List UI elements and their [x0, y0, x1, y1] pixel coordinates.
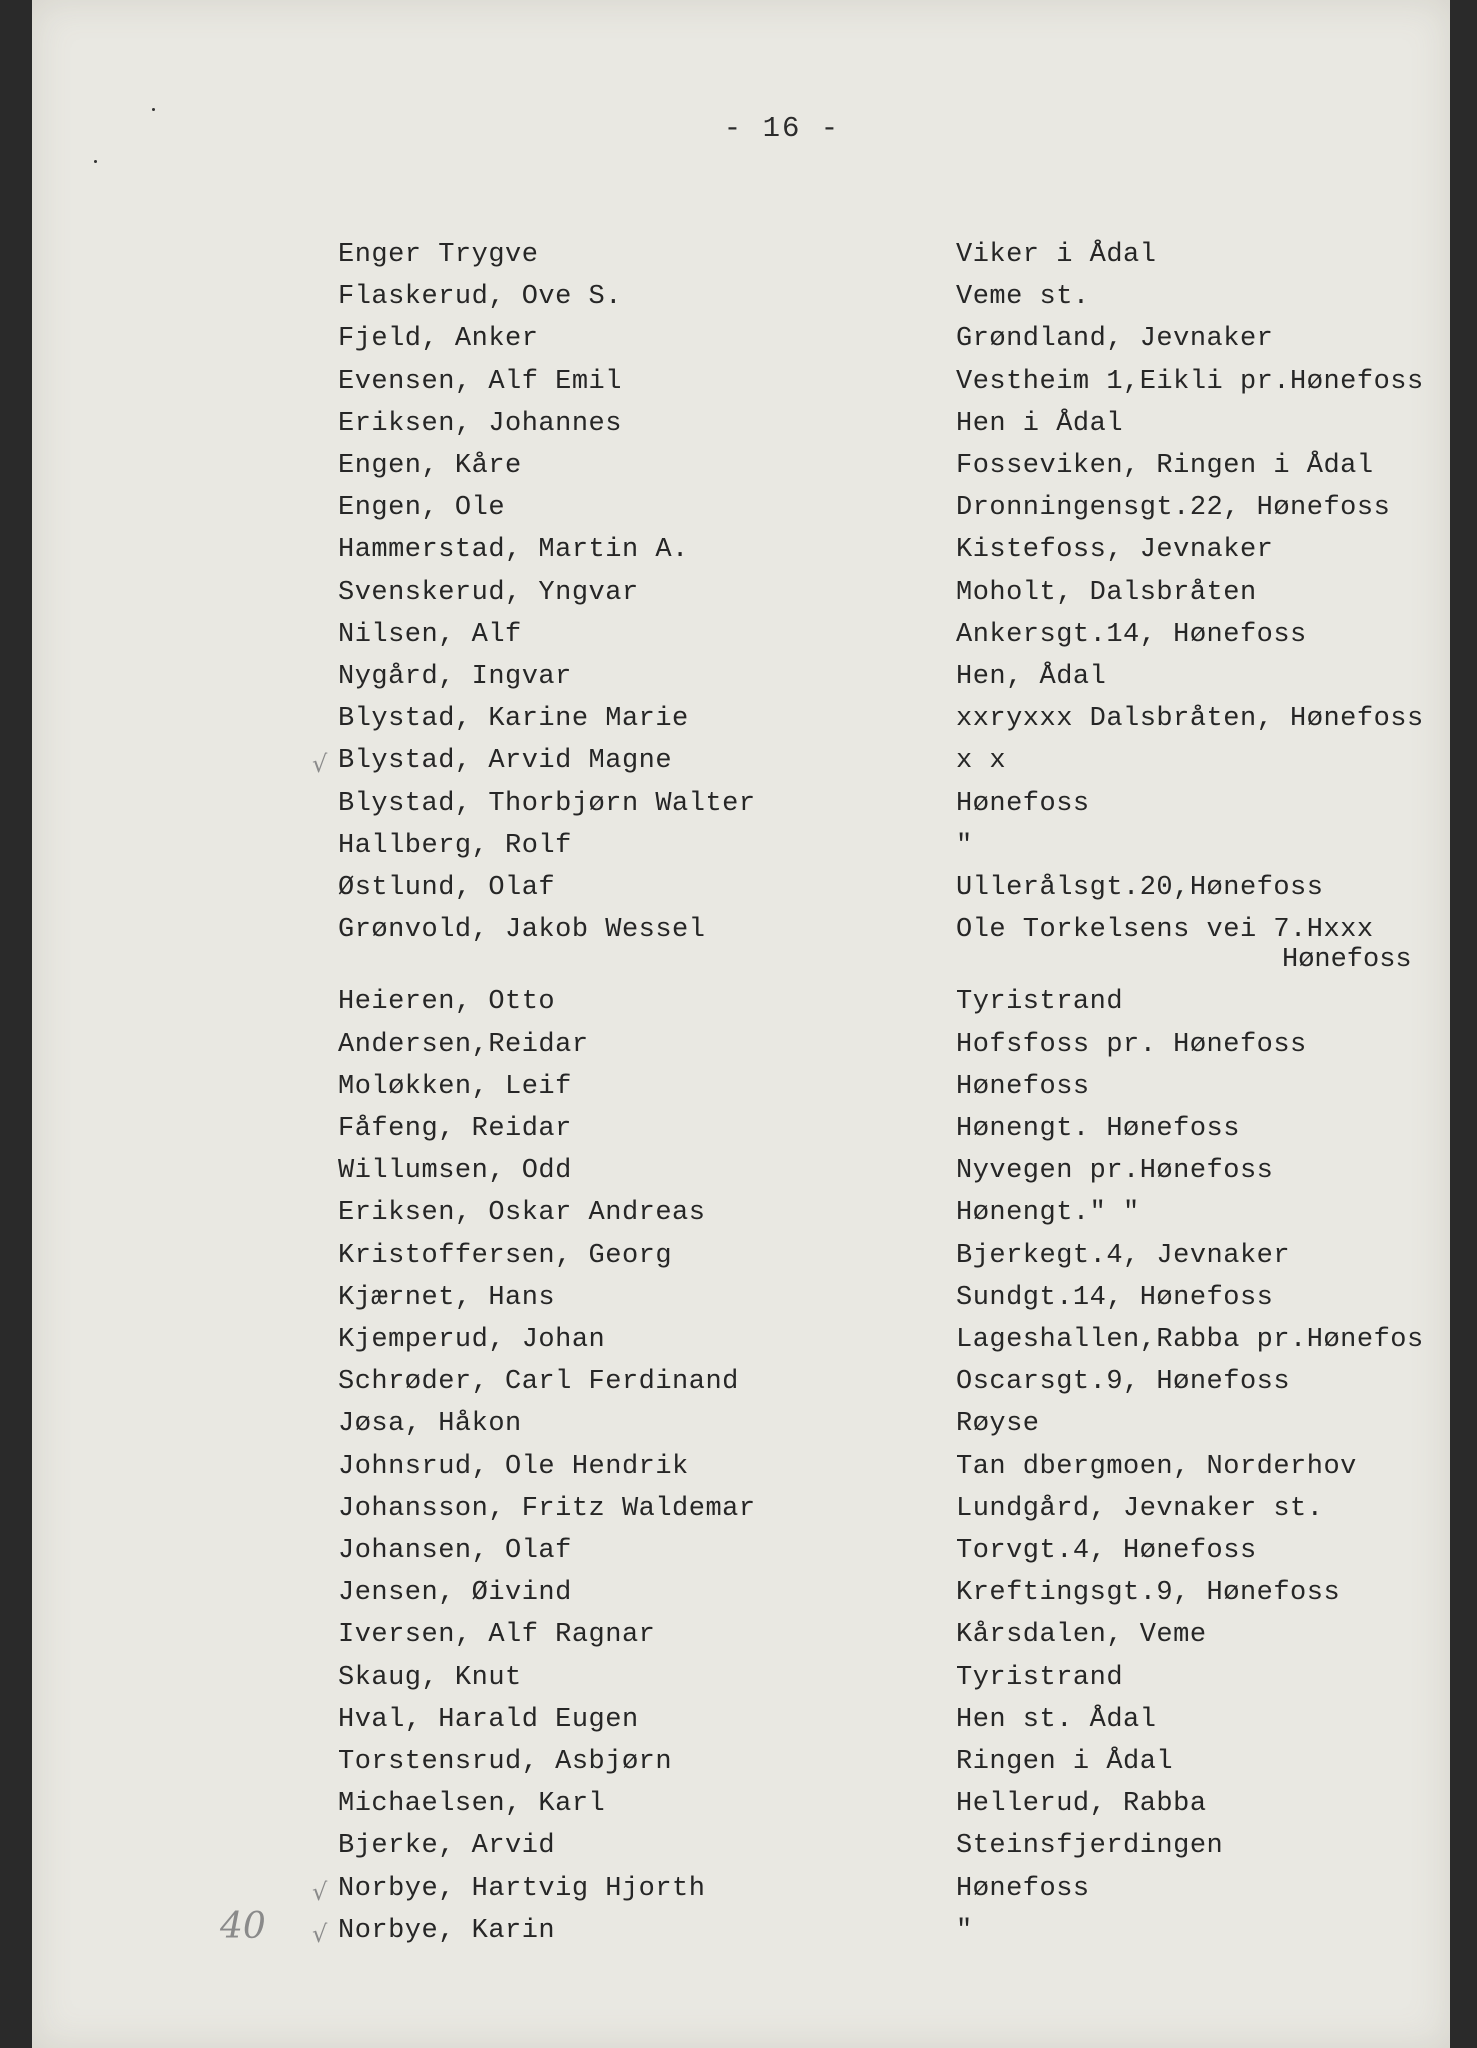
- entry-address: Torvgt.4, Hønefoss: [956, 1536, 1257, 1566]
- entry-address: Hen, Ådal: [956, 662, 1107, 692]
- entry-address: Hønefoss: [956, 788, 1090, 819]
- list-item: [32, 873, 1450, 913]
- list-item: [32, 620, 1450, 660]
- entry-address: Hofsfoss pr. Hønefoss: [956, 1029, 1307, 1060]
- entry-address: ": [956, 1915, 973, 1946]
- entry-name: Moløkken, Leif: [338, 1071, 572, 1102]
- entry-name: Heieren, Otto: [338, 987, 556, 1018]
- entry-address: Grøndland, Jevnaker: [956, 324, 1274, 355]
- entry-address: Hen st. Ådal: [956, 1704, 1157, 1735]
- entry-name: Johansen, Olaf: [338, 1536, 572, 1566]
- list-item: [32, 1156, 1450, 1196]
- list-item: [32, 1283, 1450, 1323]
- entry-name: Michaelsen, Karl: [338, 1789, 606, 1820]
- list-item: [32, 1072, 1450, 1112]
- entry-address: Hønefoss: [956, 1071, 1090, 1102]
- entry-address: Oscarsgt.9, Hønefoss: [956, 1367, 1291, 1398]
- list-item: [32, 831, 1450, 871]
- margin-note: 40: [220, 1906, 266, 1947]
- entry-name: Blystad, Thorbjørn Walter: [338, 788, 756, 819]
- list-item: [32, 704, 1450, 744]
- list-item: [32, 1114, 1450, 1154]
- list-item: [32, 578, 1450, 618]
- entry-address-continuation: Hønefoss: [1282, 945, 1412, 976]
- entry-address: Hønengt." ": [956, 1198, 1140, 1229]
- entry-address: Hønefoss: [956, 1873, 1090, 1904]
- document-page: [32, 0, 1450, 2048]
- entry-address: Røyse: [956, 1409, 1040, 1440]
- list-item: [32, 1367, 1450, 1407]
- entry-name: Engen, Kåre: [338, 451, 522, 481]
- entry-address: Ringen i Ådal: [956, 1747, 1174, 1777]
- entry-address: Hønengt. Hønefoss: [956, 1114, 1240, 1144]
- list-item: [32, 1620, 1450, 1660]
- entry-name: Fjeld, Anker: [338, 324, 539, 355]
- list-item: [32, 662, 1450, 702]
- entry-address: Hellerud, Rabba: [956, 1789, 1207, 1820]
- entry-name: Blystad, Karine Marie: [338, 704, 689, 735]
- list-item: [32, 1705, 1450, 1745]
- checkmark-icon: √: [312, 1877, 328, 1906]
- list-item: [32, 324, 1450, 364]
- entry-name: Kristoffersen, Georg: [338, 1240, 673, 1271]
- entry-name: Norbye, Hartvig Hjorth: [338, 1873, 706, 1904]
- entry-name: Flaskerud, Ove S.: [338, 282, 622, 313]
- entry-address: Vestheim 1,Eikli pr.Hønefoss: [956, 366, 1424, 397]
- entry-name: Johnsrud, Ole Hendrik: [338, 1451, 689, 1482]
- checkmark-icon: √: [312, 1919, 328, 1948]
- list-item: [32, 987, 1450, 1027]
- entry-name: Hval, Harald Eugen: [338, 1704, 639, 1735]
- list-item: [32, 1409, 1450, 1449]
- entry-address: Lageshallen,Rabba pr.Hønefos: [956, 1325, 1424, 1355]
- entry-name: Iversen, Alf Ragnar: [338, 1620, 656, 1651]
- entry-address: Lundgård, Jevnaker st.: [956, 1493, 1324, 1524]
- list-item: [32, 1747, 1450, 1787]
- entry-address: Ole Torkelsens vei 7.Hxxx: [956, 915, 1374, 946]
- checkmark-icon: √: [312, 750, 328, 779]
- entry-address: Ankersgt.14, Hønefoss: [956, 619, 1307, 650]
- list-item: [32, 409, 1450, 449]
- entry-address: xxryxxx Dalsbråten, Hønefoss: [956, 704, 1424, 735]
- entry-address: Hen i Ådal: [956, 408, 1124, 439]
- list-item: [32, 1494, 1450, 1534]
- entry-name: Kjemperud, Johan: [338, 1325, 606, 1355]
- entry-name: Bjerke, Arvid: [338, 1831, 556, 1862]
- list-item: [32, 746, 1450, 786]
- list-item: [32, 1789, 1450, 1829]
- list-item: [32, 915, 1450, 976]
- entry-address: Dronningensgt.22, Hønefoss: [956, 493, 1391, 524]
- entry-name: Jensen, Øivind: [338, 1578, 572, 1609]
- entry-address: x x: [956, 746, 1007, 777]
- list-item: [32, 451, 1450, 491]
- entry-name: Kjærnet, Hans: [338, 1282, 556, 1313]
- entry-address: Bjerkegt.4, Jevnaker: [956, 1240, 1291, 1271]
- entry-address: Steinsfjerdingen: [956, 1831, 1224, 1862]
- list-item: [32, 1030, 1450, 1070]
- entry-name: Enger Trygve: [338, 240, 539, 270]
- entry-name: Østlund, Olaf: [338, 873, 556, 903]
- entry-name: Hallberg, Rolf: [338, 830, 572, 861]
- list-item: [32, 240, 1450, 280]
- entry-address: Nyvegen pr.Hønefoss: [956, 1156, 1274, 1187]
- entry-name: Nygård, Ingvar: [338, 662, 572, 692]
- entry-address: Kreftingsgt.9, Hønefoss: [956, 1578, 1341, 1609]
- page-number: - 16 -: [723, 112, 841, 145]
- entry-address: Kistefoss, Jevnaker: [956, 535, 1274, 566]
- list-item: [32, 1198, 1450, 1238]
- list-item: [32, 1452, 1450, 1492]
- entry-name: Fåfeng, Reidar: [338, 1114, 572, 1144]
- entry-address: Moholt, Dalsbråten: [956, 577, 1257, 608]
- entry-name: Svenskerud, Yngvar: [338, 577, 639, 608]
- entry-name: Hammerstad, Martin A.: [338, 535, 689, 566]
- list-item: [32, 1536, 1450, 1576]
- entry-name: Skaug, Knut: [338, 1662, 522, 1693]
- list-item: [32, 1325, 1450, 1365]
- entry-address: ": [956, 830, 973, 861]
- entry-address: Kårsdalen, Veme: [956, 1620, 1207, 1651]
- entry-address: Tan dbergmoen, Norderhov: [956, 1451, 1357, 1482]
- list-item: [32, 535, 1450, 575]
- entry-name: Nilsen, Alf: [338, 619, 522, 650]
- entry-address: Tyristrand: [956, 1662, 1124, 1693]
- list-item: [32, 1578, 1450, 1618]
- entry-name: Engen, Ole: [338, 493, 506, 524]
- entry-address: Fosseviken, Ringen i Ådal: [956, 451, 1374, 481]
- entry-name: Schrøder, Carl Ferdinand: [338, 1367, 739, 1398]
- list-item: [32, 493, 1450, 533]
- entry-name: Eriksen, Oskar Andreas: [338, 1198, 706, 1229]
- entry-name: Torstensrud, Asbjørn: [338, 1747, 673, 1777]
- entry-address: Ullerålsgt.20,Hønefoss: [956, 873, 1324, 903]
- list-item: [32, 1831, 1450, 1871]
- entry-name: Jøsa, Håkon: [338, 1409, 522, 1440]
- entry-name: Andersen,Reidar: [338, 1029, 589, 1060]
- list-item: [32, 1663, 1450, 1703]
- list-item: [32, 282, 1450, 322]
- entry-name: Willumsen, Odd: [338, 1156, 572, 1187]
- entry-name: Norbye, Karin: [338, 1915, 556, 1946]
- entry-name: Evensen, Alf Emil: [338, 366, 622, 397]
- list-item: [32, 367, 1450, 407]
- entry-address: Veme st.: [956, 282, 1090, 313]
- entry-address: Sundgt.14, Hønefoss: [956, 1282, 1274, 1313]
- entry-list: [32, 0, 1450, 2048]
- list-item: [32, 1241, 1450, 1281]
- entry-address: Viker i Ådal: [956, 240, 1157, 270]
- list-item: [32, 789, 1450, 829]
- entry-address: Tyristrand: [956, 987, 1124, 1018]
- entry-name: Johansson, Fritz Waldemar: [338, 1493, 756, 1524]
- entry-name: Blystad, Arvid Magne: [338, 746, 673, 777]
- entry-name: Grønvold, Jakob Wessel: [338, 915, 706, 946]
- entry-name: Eriksen, Johannes: [338, 408, 622, 439]
